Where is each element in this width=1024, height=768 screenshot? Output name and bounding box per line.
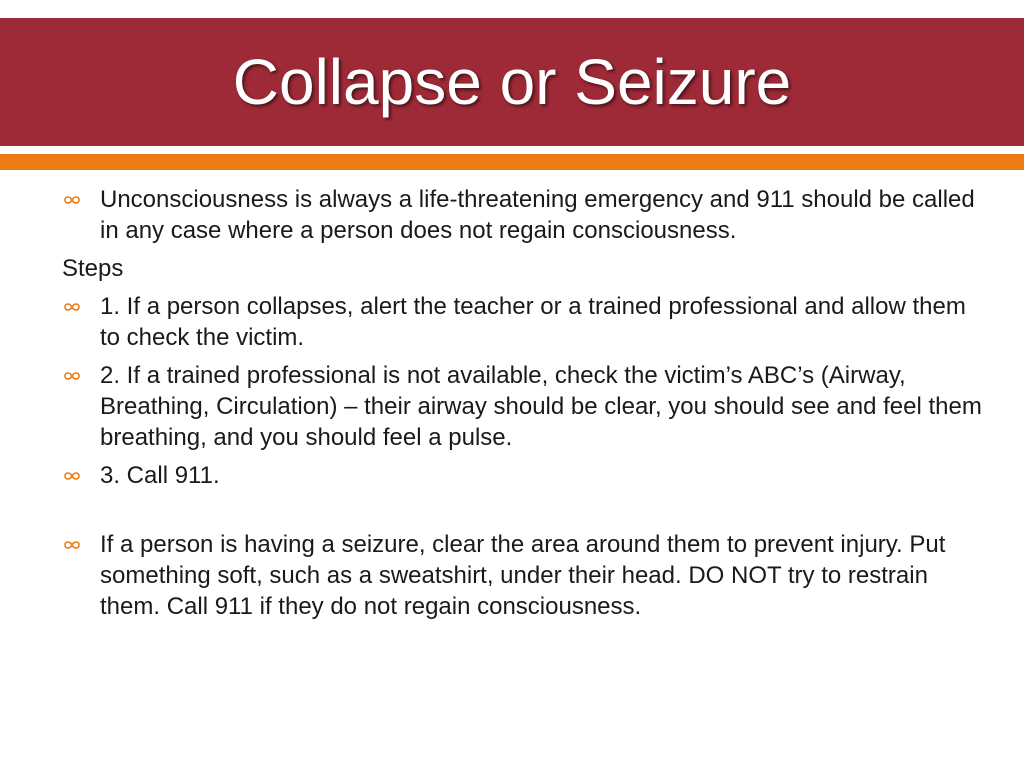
bullet-item-seizure <box>62 529 982 622</box>
step3-text: 3. Call 911. <box>100 462 220 489</box>
step1-text: 1. If a person collapses, alert the teacher or a trained professional and allow them to check the victim. <box>100 293 966 351</box>
step2-text: 2. If a trained professional is not available, check the victim’s ABC’s (Airway, Breathing, Circulation) – their airway should be clear, you should see and feel them breathing, and you should feel a pulse. <box>100 362 982 451</box>
infinity-bullet-icon <box>62 184 100 215</box>
slide-body <box>62 184 982 629</box>
title-band <box>0 18 1024 146</box>
intro-text: Unconsciousness is always a life-threatening emergency and 911 should be called in any case where a person does not regain consciousness. <box>100 186 975 244</box>
title-divider <box>0 146 1024 152</box>
slide-title: Collapse or Seizure <box>232 46 792 118</box>
infinity-bullet-icon <box>62 529 100 560</box>
accent-band <box>0 154 1024 170</box>
seizure-text: If a person is having a seizure, clear the area around them to prevent injury. Put something soft, such as a sweatshirt, under their head. DO NOT try to restrain them. Call 911 if they do not regain consciousness. <box>100 531 946 620</box>
steps-label: Steps <box>62 255 124 282</box>
bullet-item-step2 <box>62 360 982 453</box>
bullet-item-intro <box>62 184 982 246</box>
infinity-bullet-icon <box>62 291 100 322</box>
bullet-item-step1 <box>62 291 982 353</box>
infinity-bullet-icon <box>62 460 100 491</box>
infinity-bullet-icon <box>62 360 100 391</box>
bullet-item-step3 <box>62 460 982 491</box>
